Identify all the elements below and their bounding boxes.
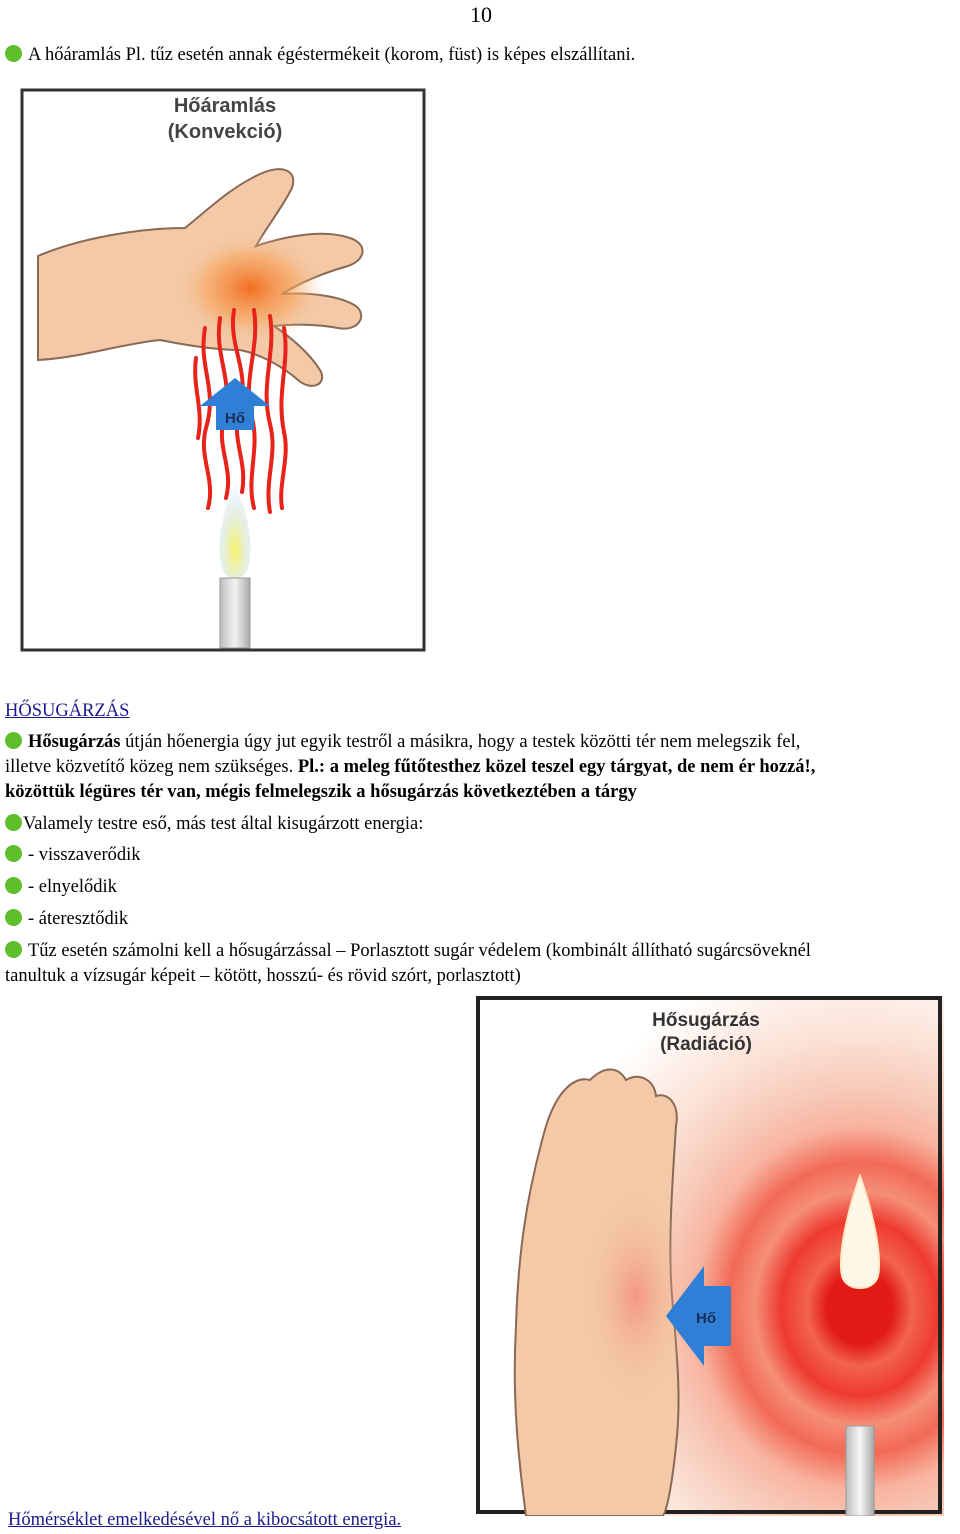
outcome-text: - visszaverődik bbox=[28, 845, 141, 865]
arrow-label: Hő bbox=[225, 410, 245, 427]
radiation-paragraph-line1 bbox=[5, 731, 800, 753]
outcome-item bbox=[5, 908, 128, 930]
figure-title: Hősugárzás bbox=[652, 1010, 760, 1031]
radiation-caption: Hőmérséklet emelkedésével nő a kibocsátott energia. bbox=[8, 1510, 402, 1530]
bullet-icon bbox=[5, 45, 22, 62]
outcome-text: - elnyelődik bbox=[28, 877, 117, 897]
arrow-label: Hő bbox=[696, 1310, 716, 1327]
outcome-item bbox=[5, 876, 117, 898]
radiation-definition: útján hőenergia úgy jut egyik testről a másikra, hogy a testek közötti tér nem melegszik fel, bbox=[120, 732, 801, 752]
energy-intro bbox=[5, 813, 423, 835]
heat-glow bbox=[581, 1186, 691, 1406]
radiation-term: Hősugárzás bbox=[28, 732, 121, 752]
radiation-paragraph-line2 bbox=[5, 756, 815, 778]
heat-glow bbox=[175, 233, 325, 343]
radiation-paragraph-line3: közöttük légüres tér van, mégis felmelegszik a hősugárzás következtében a tárgy bbox=[5, 782, 637, 802]
figure-title: Hőáramlás bbox=[173, 95, 277, 117]
page-number: 10 bbox=[470, 2, 492, 27]
energy-intro-text: Valamely testre eső, más test által kisugárzott energia: bbox=[23, 814, 424, 834]
fire-paragraph-line2: tanultuk a vízsugár képeit – kötött, hosszú- és rövid szórt, porlasztott) bbox=[5, 966, 521, 986]
bullet-icon bbox=[5, 814, 22, 831]
radiation-example: Pl.: a meleg fűtőtesthez közel teszel egy tárgyat, de nem ér hozzá!, bbox=[297, 757, 816, 777]
radiation-heading: HŐSUGÁRZÁS bbox=[5, 701, 130, 721]
convection-text: A hőáramlás Pl. tűz esetén annak égéstermékeit (korom, füst) is képes elszállítani. bbox=[28, 45, 636, 65]
bullet-icon bbox=[5, 941, 22, 958]
bullet-icon bbox=[5, 845, 22, 862]
bullet-icon bbox=[5, 732, 22, 749]
convection-bullet bbox=[5, 44, 635, 66]
radiation-figure bbox=[476, 996, 944, 1516]
outcome-item bbox=[5, 844, 141, 866]
figure-subtitle: (Konvekció) bbox=[167, 121, 283, 143]
burner-pipe bbox=[220, 578, 250, 648]
radiation-definition-cont: illetve közvetítő közeg nem szükséges. bbox=[5, 757, 298, 777]
convection-figure bbox=[20, 88, 430, 655]
fire-text: Tűz esetén számolni kell a hősugárzással – Porlasztott sugár védelem (kombinált állítható sugárcsöveknél bbox=[28, 941, 811, 961]
bullet-icon bbox=[5, 909, 22, 926]
outcome-text: - áteresztődik bbox=[28, 909, 129, 929]
candle-stem bbox=[846, 1426, 874, 1516]
fire-paragraph-line1 bbox=[5, 940, 811, 962]
section-heading bbox=[5, 700, 129, 722]
figure-subtitle: (Radiáció) bbox=[660, 1034, 752, 1055]
bullet-icon bbox=[5, 877, 22, 894]
